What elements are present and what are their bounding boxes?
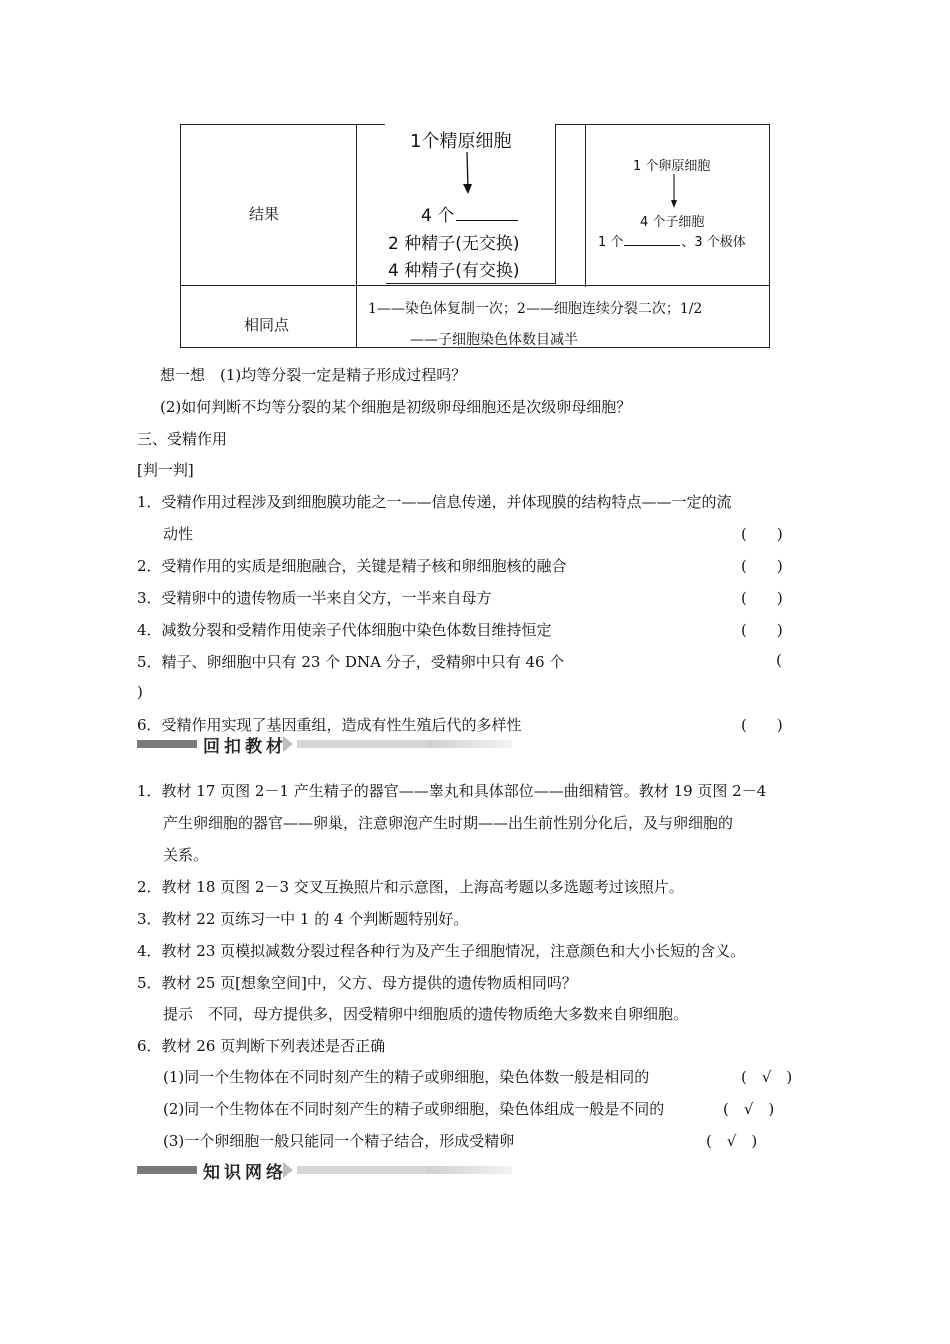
- think-question-2: (2)如何判断不均等分裂的某个细胞是初级卵母细胞还是次级卵母细胞？: [160, 398, 632, 416]
- answer-box-1[interactable]: ( ): [741, 525, 783, 543]
- common-line-2: ——子细胞染色体数目减半: [410, 332, 578, 348]
- textbook-line-8: 6．教材 26 页判断下列表述是否正确: [137, 1037, 386, 1055]
- judge-item-3: 3．受精卵中的遗传物质一半来自父方，一半来自母方: [137, 589, 492, 607]
- sperm-image-bottom: [385, 283, 556, 284]
- statement-3: (3)一个卵细胞一般只能同一个精子结合，形成受精卵: [163, 1132, 515, 1150]
- judge-heading: [判一判]: [137, 461, 194, 479]
- textbook-line-7: 5．教材 25 页[想象空间]中，父方、母方提供的遗传物质相同吗？: [137, 974, 577, 992]
- section-banner-network: [137, 1160, 512, 1183]
- egg-blank: [624, 234, 680, 246]
- statement-2: (2)同一个生物体在不同时刻产生的精子或卵细胞，染色体组成一般是不同的: [163, 1100, 665, 1118]
- row-label-common: 相同点: [244, 316, 290, 334]
- textbook-line-2: 产生卵细胞的器官——卵巢，注意卵泡产生时期——出生前性别分化后，及与卵细胞的: [163, 814, 734, 832]
- common-line-1: 1——染色体复制一次；2——细胞连续分裂二次；1/2: [368, 301, 703, 317]
- textbook-line-6: 4．教材 23 页模拟减数分裂过程各种行为及产生子细胞情况，注意颜色和大小长短的含义。: [137, 942, 746, 960]
- answer-box-6[interactable]: ( ): [741, 716, 783, 734]
- textbook-line-5: 3．教材 22 页练习一中 1 的 4 个判断题特别好。: [137, 910, 469, 928]
- judge-item-6: 6．受精作用实现了基因重组，造成有性生殖后代的多样性: [137, 716, 522, 734]
- banner-chevron-icon: [283, 736, 293, 752]
- judge-item-5: 5．精子、卵细胞中只有 23 个 DNA 分子，受精卵中只有 46 个: [137, 653, 565, 671]
- sperm-image-left: [385, 124, 386, 284]
- judge-item-1b: 动性: [163, 525, 194, 543]
- sperm-types-crossover: 4 种精子(有交换): [388, 261, 520, 281]
- banner-title: 回扣教材: [203, 737, 287, 757]
- sperm-image-border: [555, 124, 556, 284]
- sperm-origin-label: 1个精原细胞: [410, 131, 512, 152]
- judge-item-1a: 1．受精作用过程涉及到细胞膜功能之一——信息传递，并体现膜的结构特点——一定的流: [137, 493, 732, 511]
- textbook-line-1: 1．教材 17 页图 2－1 产生精子的器官——睾丸和具体部位——曲细精管。教材 19 页图 2－4: [137, 782, 767, 800]
- banner-title: 知识网络: [203, 1163, 287, 1183]
- judge-item-2: 2．受精作用的实质是细胞融合，关键是精子核和卵细胞核的融合: [137, 557, 567, 575]
- sperm-count: 4 个: [421, 201, 518, 226]
- check-box-1[interactable]: ( √ ): [741, 1068, 793, 1086]
- sperm-blank: [456, 206, 518, 221]
- egg-arrow: [668, 172, 680, 210]
- answer-box-5-close[interactable]: ): [137, 683, 143, 701]
- section-title: 三、受精作用: [137, 430, 228, 448]
- banner-strip: [297, 740, 427, 748]
- judge-item-4: 4．减数分裂和受精作用使亲子代体细胞中染色体数目维持恒定: [137, 621, 552, 639]
- row-label-result: 结果: [249, 205, 280, 223]
- egg-daughter-cells: 4 个子细胞: [640, 215, 705, 230]
- banner-bar: [137, 740, 197, 748]
- check-box-3[interactable]: ( √ ): [706, 1132, 758, 1150]
- textbook-line-3: 关系。: [163, 846, 209, 864]
- statement-1: (1)同一个生物体在不同时刻产生的精子或卵细胞，染色体数一般是相同的: [163, 1068, 650, 1086]
- check-box-2[interactable]: ( √ ): [723, 1100, 775, 1118]
- egg-origin-label: 1 个卵原细胞: [633, 159, 711, 174]
- answer-box-3[interactable]: ( ): [741, 589, 783, 607]
- think-question-1: 想一想 (1)均等分裂一定是精子形成过程吗？: [160, 366, 467, 384]
- textbook-hint: 提示 不同，母方提供多，因受精卵中细胞质的遗传物质绝大多数来自卵细胞。: [163, 1005, 689, 1023]
- banner-fade: [427, 1166, 512, 1174]
- banner-strip: [297, 1166, 427, 1174]
- answer-box-4[interactable]: ( ): [741, 621, 783, 639]
- answer-box-2[interactable]: ( ): [741, 557, 783, 575]
- textbook-line-4: 2．教材 18 页图 2－3 交叉互换照片和示意图，上海高考题以多选题考过该照片。: [137, 878, 684, 896]
- sperm-arrow: [460, 150, 476, 196]
- sperm-types-no-crossover: 2 种精子(无交换): [388, 234, 520, 254]
- section-banner-textbook: [137, 734, 512, 757]
- egg-products: 1 个 、3 个极体: [598, 235, 746, 250]
- banner-fade: [427, 740, 512, 748]
- banner-chevron-icon: [283, 1162, 293, 1178]
- answer-box-5-open[interactable]: (: [776, 651, 782, 669]
- banner-bar: [137, 1166, 197, 1174]
- sperm-image-frame: [385, 120, 555, 126]
